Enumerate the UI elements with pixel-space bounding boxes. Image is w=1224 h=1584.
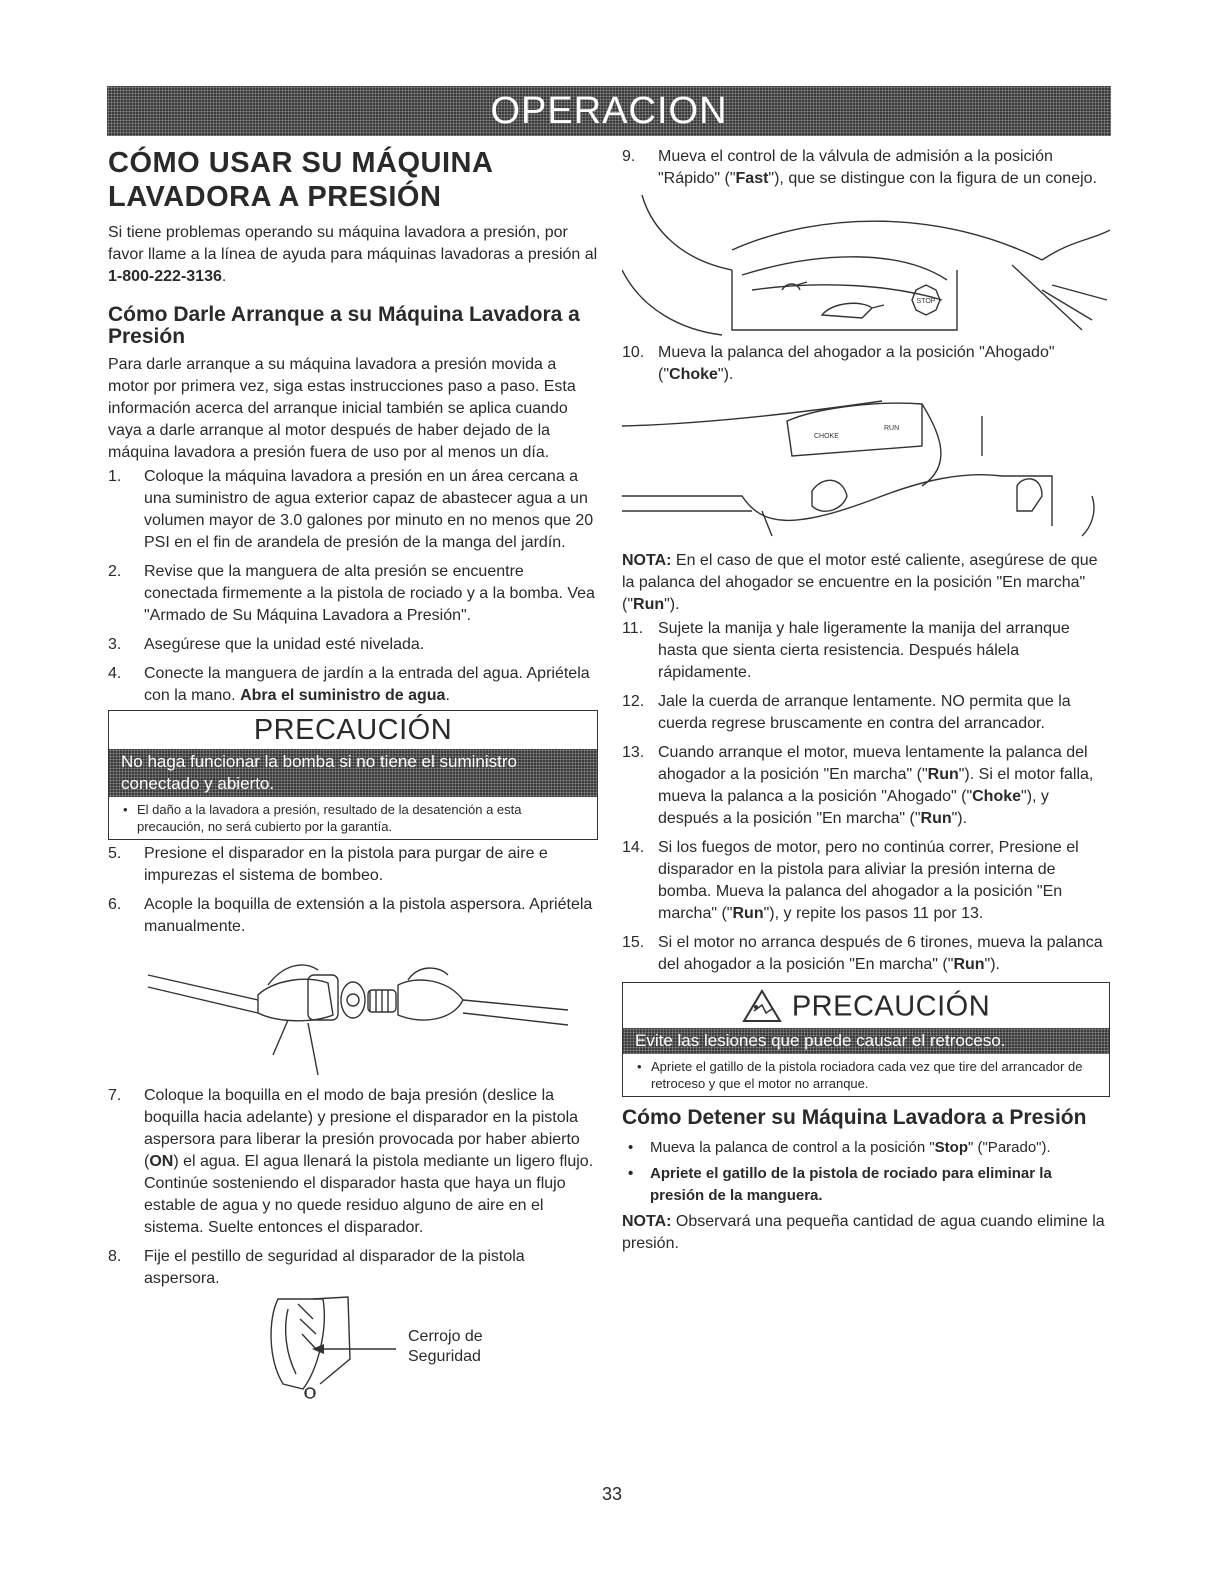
nozzle-attach-illustration [108,945,598,1085]
section-banner [107,86,1111,136]
caution-title: PRECAUCIÓN [253,714,453,746]
caution-warning-band: Evite las lesiones que puede causar el retroceso. [623,1028,1109,1054]
step-item: 13. Cuando arranque el motor, mueva lentamente la palanca del ahogador a la posición "En marcha" ("Run"). Si el motor falla, mueva la palanca a la posición "Ahogado" ("Choke"), y después a la posición "En marcha" ("Run"). [622,744,1094,827]
caution-warning-band: No haga funcionar la bomba si no tiene el suministro conectado y abierto. [109,749,597,797]
right-column [622,146,1110,1255]
bullet-item: • Apriete el gatillo de la pistola de rociado para eliminar la presión de la manguera. [628,1165,1052,1205]
intro-end: . [221,268,227,285]
steps-list-a [108,466,598,707]
main-title-line1: CÓMO USAR SU MÁQUINA [108,147,494,179]
caution-note: • El daño a la lavadora a presión, resultado de la desatención a esta precaución, no será cubierto por la garantía. [123,802,522,834]
step-item: 8. Fije el pestillo de seguridad al disparador de la pistola aspersora. [108,1248,525,1287]
helpline-phone: 1-800-222-3136 [108,268,222,285]
step-item: 5. Presione el disparador en la pistola para purgar de aire e impurezas el sistema de bombeo. [108,845,548,884]
caution-box-kickback [622,982,1110,1097]
caution-title: PRECAUCIÓN [791,990,991,1023]
stop-bullets [622,1137,1110,1207]
choke-marking: CHOKE [814,433,839,440]
step-item: 1. Coloque la máquina lavadora a presión en un área cercana a una suministro de agua exterior capaz de abastecer agua a un volumen mayor de 3.0 galones por minuto en no menos que 20 PSI en el fin de arandela de presión de la manga del jardín. [108,468,594,551]
main-title-line2: LAVADORA A PRESIÓN [108,181,442,213]
stop-sign-text: STOP [916,298,936,305]
steps-list-d [622,146,1110,190]
start-heading: Cómo Darle Arranque a su Máquina Lavadora a Presión [108,303,580,348]
intro-paragraph [108,222,598,288]
on-label: ON [149,1153,174,1170]
step-item: 9. Mueva el control de la válvula de admisión a la posición "Rápido" ("Fast"), que se distingue con la figura de un conejo. [622,148,1097,187]
steps-list-c [108,1085,598,1290]
caution-note: • Apriete el gatillo de la pistola rociadora cada vez que tire del arrancador de retroceso y que el motor no arranque. [637,1059,1083,1092]
pointer-arrow [308,1339,398,1359]
caution-title-row [623,983,1109,1028]
bullet-item: • Mueva la palanca de control a la posición "Stop" ("Parado"). [628,1139,1051,1157]
safety-latch-label: Cerrojo de Seguridad [408,1328,483,1365]
step-item: 10. Mueva la palanca del ahogador a la posición "Ahogado" ("Choke"). [622,344,1055,383]
caution-box-pump [108,710,598,840]
nota-hot-engine: NOTA: En el caso de que el motor esté caliente, asegúrese de que la palanca del ahogador se encuentre en la posición "En marcha" ("Run"). [622,552,1098,613]
open-water-supply: Abra el suministro de agua [240,687,446,704]
steps-list-e [622,342,1110,386]
steps-list-f [622,618,1110,976]
steps-list-b [108,843,598,938]
safety-latch-figure [108,1297,598,1407]
choke-label: Choke [669,366,718,383]
fast-label: Fast [735,170,769,187]
step-item: 12. Jale la cuerda de arranque lentamente. NO permita que la cuerda regrese bruscamente en contra del arrancador. [622,693,1071,732]
nota-water: NOTA: Observará una pequeña cantidad de agua cuando elimine la presión. [622,1213,1105,1253]
left-column [108,146,598,1407]
step-item: 7. Coloque la boquilla en el modo de baja presión (deslice la boquilla hacia adelante) y presione el disparador en la pistola aspersora para liberar la presión provocada por haber abierto (ON) el agua. El agua llenará la pistola mediante un ligero flujo. Continúe sosteniendo el disparador hasta que haya un flujo estable de agua y no quede residuo alguno de aire en el sistema. Suelte entonces el disparador. [108,1087,594,1236]
step-item: 3. Asegúrese que la unidad esté nivelada. [108,636,425,653]
intro-text: Si tiene problemas operando su máquina lavadora a presión, por favor llame a la línea de ayuda para máquinas lavadoras a presión al [108,224,598,263]
choke-lever-illustration [622,386,1110,546]
run-marking: RUN [884,425,900,432]
step-item: 11. Sujete la manija y hale ligeramente la manija del arranque hasta que sienta cierta resistencia. Después hálela rápidamente. [622,620,1070,681]
step-item: 15. Si el motor no arranca después de 6 tirones, mueva la palanca del ahogador a la posición "En marcha" ("Run"). [622,934,1103,973]
step-item: 2. Revise que la manguera de alta presión se encuentre conectada firmemente a la pistola de rociado y a la bomba. Vea "Armado de Su Máquina Lavadora a Presión". [108,563,595,624]
warning-triangle-icon [742,989,782,1023]
step-item: 4. Conecte la manguera de jardín a la entrada del agua. Apriétela con la mano. Abra el suministro de agua. [108,665,590,704]
step-item: 6. Acople la boquilla de extensión a la pistola aspersora. Apriétela manualmente. [108,896,593,935]
stop-heading: Cómo Detener su Máquina Lavadora a Presión [622,1106,1087,1130]
throttle-control-illustration [622,190,1110,340]
main-title [108,146,598,214]
page-number: 33 [601,1484,623,1504]
start-paragraph: Para darle arranque a su máquina lavadora a presión movida a motor por primera vez, siga estas instrucciones paso a paso. Esta información acerca del arranque inicial también se aplica cuando vaya a darle arranque al motor después de haber dejado de la máquina lavadora a presión fuera de uso por al menos un día. [108,356,576,461]
section-title: OPERACION [490,90,728,132]
step-item: 14. Si los fuegos de motor, pero no continúa correr, Presione el disparador en la pistola para aliviar la presión interna de bomba. Mueva la palanca del ahogador a la posición "En marcha" ("Run"), y repite los pasos 11 por 13. [622,839,1079,922]
